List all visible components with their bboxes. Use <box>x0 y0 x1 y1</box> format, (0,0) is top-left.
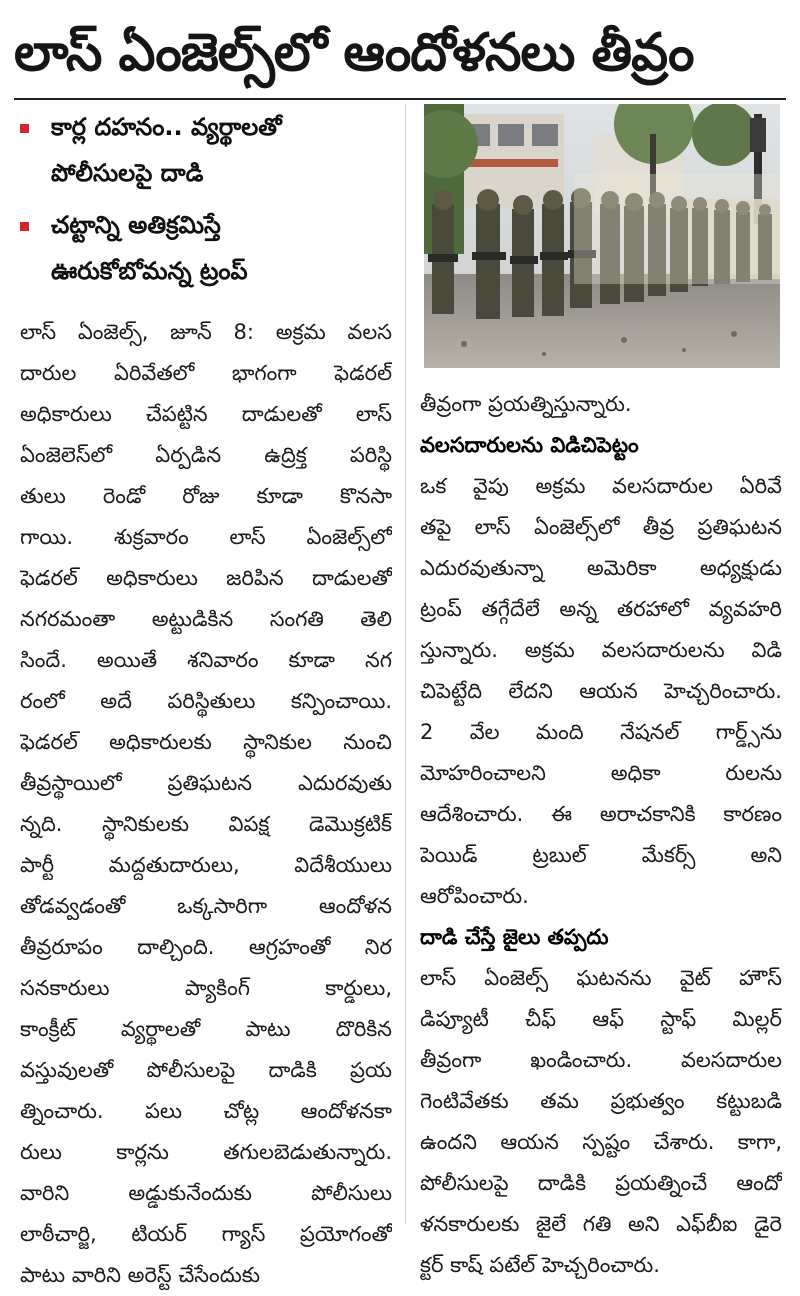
body-line: అధికారులు చేపట్టిన దాడులతో లాస్ <box>20 402 392 426</box>
news-photo <box>424 104 780 368</box>
body-line: పోలీసులపై దాడికి ప్రయత్నించే ఆందో <box>420 1171 782 1195</box>
body-line: తపై లాస్ ఏంజెల్స్‌లో తీవ్ర ప్రతిఘటన <box>420 515 782 539</box>
body-line: పాటు వారిని అరెస్ట్ చేసేందుకు <box>20 1263 261 1287</box>
bullet-item <box>20 104 410 196</box>
body-line: లాఠీచార్జి, టియర్ గ్యాస్ ప్రయోగంతో <box>20 1222 392 1246</box>
body-line: వారిని అడ్డుకునేందుకు పోలీసులు <box>20 1181 392 1205</box>
body-line: తోడవ్వడంతో ఒక్కసారిగా ఆందోళన <box>20 894 392 918</box>
bullet-square-icon <box>20 222 29 231</box>
column-divider <box>405 104 406 1224</box>
paragraph <box>420 466 782 917</box>
body-line: లాస్ ఏంజెల్స్, జూన్ 8: అక్రమ వలస <box>20 320 392 344</box>
body-line: ళనకారులకు జైలే గతి అని ఎఫ్‌బీఐ డైరె <box>420 1212 782 1236</box>
body-line: సిందే. అయితే శనివారం కూడా నగ <box>20 648 392 672</box>
bullet-line: ఊరుకోబోమన్న ట్రంప్ <box>51 257 248 285</box>
bullet-line: కార్ల దహనం.. వ్యర్థాలతో <box>51 113 282 141</box>
body-line: పెయిడ్ ట్రబుల్ మేకర్స్ అని <box>420 843 782 867</box>
body-line: తులు రెండో రోజు కూడా కొనసా <box>20 484 392 508</box>
body-line: తీవ్రంగా ప్రయత్నిస్తున్నారు. <box>420 392 632 416</box>
bullet-square-icon <box>20 124 29 133</box>
body-line: ఎదురవుతున్నా అమెరికా అధ్యక్షుడు <box>420 556 782 580</box>
body-line: గాయి. శుక్రవారం లాస్ ఏంజెల్స్‌లో <box>20 525 392 549</box>
body-line: ఒక వైపు అక్రమ వలసదారుల ఏరివే <box>420 474 782 498</box>
body-line: లాస్ ఏంజెల్స్ ఘటనను వైట్ హౌస్ <box>420 966 782 990</box>
body-line: గెంటివేతకు తమ ప్రభుత్వం కట్టుబడి <box>420 1089 782 1113</box>
article-column-left <box>20 312 392 1296</box>
body-line: కాంక్రీట్ వ్యర్థాలతో పాటు దొరికిన <box>20 1017 392 1041</box>
article-column-right <box>420 384 782 1286</box>
body-line: మోహరించాలని అధికా రులను <box>420 761 782 785</box>
body-line: వస్తువులతో పోలీసులపై దాడికి ప్రయ <box>20 1058 392 1082</box>
bullet-line: చట్టాన్ని అతిక్రమిస్తే <box>51 211 221 239</box>
body-line: 2 వేల మంది నేషనల్ గార్డ్స్‌ను <box>420 720 782 744</box>
body-line: త్నించారు. పలు చోట్ల ఆందోళనకా <box>20 1099 392 1123</box>
bullet-item <box>20 202 410 294</box>
paragraph <box>420 958 782 1286</box>
body-line: ఏంజెలెస్‌లో ఏర్పడిన ఉద్రిక్త పరిస్థి <box>20 443 392 467</box>
body-line: స్తున్నారు. అక్రమ వలసదారులను విడి <box>420 638 782 662</box>
bullet-line: పోలీసులపై దాడి <box>51 159 204 187</box>
subheading: వలసదారులను విడిచిపెట్టం <box>420 433 639 457</box>
body-line: ఫెడరల్ అధికారులు జరిపిన దాడులతో <box>20 566 392 590</box>
body-line: ఆరోపించారు. <box>420 884 529 908</box>
body-line: రులు కార్లను తగులబెడుతున్నారు. <box>20 1140 392 1164</box>
body-line: తీవ్రరూపం దాల్చింది. ఆగ్రహంతో నిర <box>20 935 392 959</box>
body-line: న్నది. స్థానికులకు విపక్ష డెమొక్రటిక్ <box>20 812 392 836</box>
body-line: నగరమంతా అట్టుడికిన సంగతి తెలి <box>20 607 392 631</box>
body-line: సనకారులు ప్యాకింగ్ కార్డులు, <box>20 976 392 1000</box>
body-line: ట్రంప్ తగ్గేదేలే అన్న తరహాలో వ్యవహరి <box>420 597 782 621</box>
body-line: తీవ్రంగా ఖండించారు. వలసదారుల <box>420 1048 782 1072</box>
body-line: ఆదేశించారు. ఈ అరాచకానికి కారణం <box>420 802 782 826</box>
body-line: ఉందని ఆయన స్పష్టం చేశారు. కాగా, <box>420 1130 782 1154</box>
body-line: చిపెట్టేది లేదని ఆయన హెచ్చరించారు. <box>420 679 782 703</box>
body-line: తీవ్రస్థాయిలో ప్రతిఘటన ఎదురవుతు <box>20 771 392 795</box>
headline: లాస్ ఏంజెల్స్‌లో ఆందోళనలు తీవ్రం <box>14 23 694 83</box>
subheading: దాడి చేస్తే జైలు తప్పదు <box>420 925 609 949</box>
body-line: ఫెడరల్ అధికారులకు స్థానికుల నుంచి <box>20 730 392 754</box>
body-line: క్టర్ కాష్ పటేల్ హెచ్చరించారు. <box>420 1253 660 1277</box>
body-line: డిప్యూటీ చీఫ్ ఆఫ్ స్టాఫ్ మిల్లర్ <box>420 1007 782 1031</box>
body-line: పార్టీ మద్దతుదారులు, విదేశీయులు <box>20 853 392 877</box>
highlight-bullets <box>20 104 410 300</box>
headline-rule <box>14 98 786 100</box>
body-line: రంలో అదే పరిస్థితులు కన్పించాయి. <box>20 689 392 713</box>
body-line: దారుల ఏరివేతలో భాగంగా ఫెడరల్ <box>20 361 392 385</box>
photo-illustration <box>424 104 780 368</box>
